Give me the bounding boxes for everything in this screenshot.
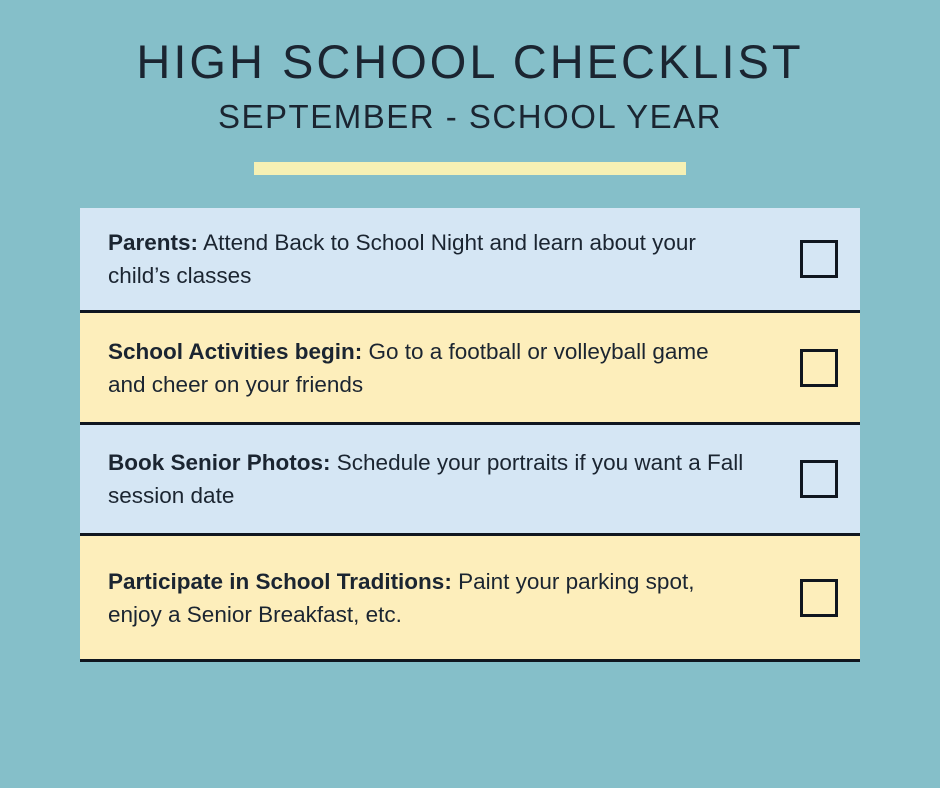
page-subtitle: SEPTEMBER - SCHOOL YEAR	[218, 98, 722, 135]
row-description: Go to a football or volleyball game and cheer on your friends	[108, 338, 709, 397]
checkbox-unchecked[interactable]	[800, 349, 838, 387]
row-label: Parents:	[108, 230, 199, 255]
row-text	[108, 226, 748, 292]
checklist-row-parents	[80, 208, 860, 313]
checklist-row-school-activities	[80, 313, 860, 425]
checkbox-unchecked[interactable]	[800, 460, 838, 498]
checklist-row-senior-photos	[80, 425, 860, 536]
row-label: Participate in School Traditions:	[108, 568, 452, 594]
row-description: Attend Back to School Night and learn about your child’s classes	[108, 230, 696, 288]
row-text	[108, 335, 748, 401]
row-label: Book Senior Photos:	[108, 450, 331, 475]
checkbox-unchecked[interactable]	[800, 579, 838, 617]
divider-bar	[254, 162, 686, 175]
row-description: Schedule your portraits if you want a Fall session date	[108, 450, 744, 508]
checkbox-unchecked[interactable]	[800, 240, 838, 278]
header	[0, 0, 940, 175]
row-description: Paint your parking spot, enjoy a Senior Breakfast, etc.	[108, 568, 695, 627]
row-text	[108, 446, 748, 512]
page-title: HIGH SCHOOL CHECKLIST	[136, 35, 804, 88]
row-text	[108, 565, 748, 631]
checklist-row-school-traditions	[80, 536, 860, 662]
row-label: School Activities begin:	[108, 338, 363, 364]
checklist	[80, 208, 860, 662]
